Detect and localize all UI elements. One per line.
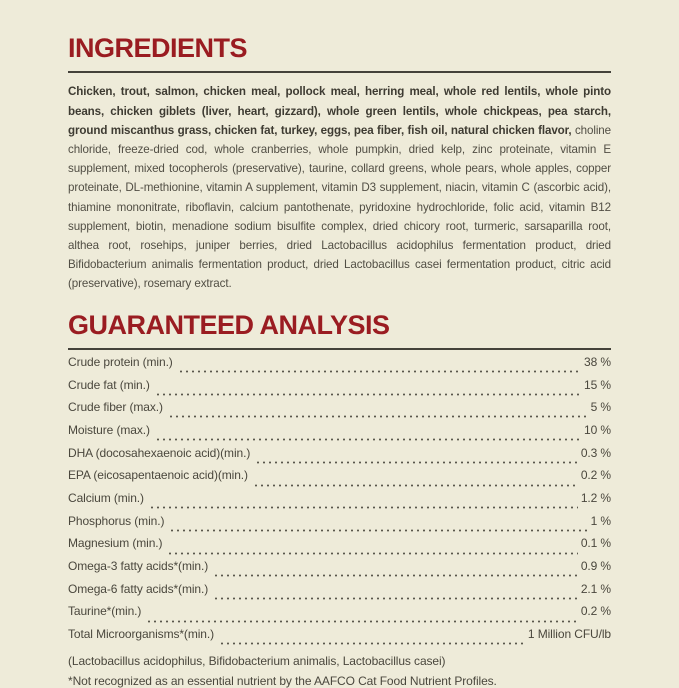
dot-leader [153,438,581,441]
analysis-row-value: 0.2 % [580,604,611,619]
probiotics-note: (Lactobacillus acidophilus, Bifidobacterium animalis, Lactobacillus casei) [68,654,446,669]
analysis-row-value: 0.1 % [580,536,611,551]
dot-leader [211,574,578,577]
analysis-row [68,491,611,514]
ingredients-title: INGREDIENTS [68,33,248,63]
analysis-row-value: 5 % [590,400,611,415]
analysis-row-label: Omega-3 fatty acids*(min.) [68,559,209,574]
dot-leader [176,370,581,373]
analysis-row-label: Omega-6 fatty acids*(min.) [68,581,209,596]
analysis-row-value: 1 Million CFU/lb [527,627,611,642]
dot-leader [167,529,587,532]
analysis-row-value: 0.9 % [580,559,611,574]
analysis-row-value: 0.2 % [580,468,611,483]
analysis-row [68,627,611,650]
analysis-row [68,514,611,537]
analysis-row [68,582,611,605]
guaranteed-analysis-divider [68,348,611,350]
analysis-row-label: Crude fiber (max.) [68,400,163,415]
aafco-footnote: *Not recognized as an essential nutrient by the AAFCO Cat Food Nutrient Profiles. [68,673,497,688]
dot-leader [153,393,581,396]
analysis-row-label: DHA (docosahexaenoic acid)(min.) [68,445,251,460]
analysis-row-label: Total Microorganisms*(min.) [68,627,214,642]
analysis-row-value: 1 % [590,513,611,528]
analysis-row [68,468,611,491]
dot-leader [211,597,578,600]
analysis-row-value: 10 % [584,422,611,437]
analysis-row-value: 0.3 % [580,445,611,460]
analysis-row-label: Crude protein (min.) [68,354,173,369]
analysis-row-label: Taurine*(min.) [68,604,142,619]
analysis-row [68,446,611,469]
analysis-row [68,400,611,423]
ingredients-paragraph [68,82,611,293]
analysis-row [68,378,611,401]
analysis-row-value: 1.2 % [580,491,611,506]
analysis-row-value: 2.1 % [580,581,611,596]
analysis-row-label: Magnesium (min.) [68,536,163,551]
analysis-row-value: 15 % [584,377,611,392]
ingredients-primary-list: Chicken, trout, salmon, chicken meal, pollock meal, herring meal, whole red lentils, whole pinto beans, chicken giblets (liver, heart, gizzard), whole green lentils, whole chickpeas, pea starch, ground miscanthus grass, chicken fat, turkey, eggs, pea fiber, fish oil, natural chicken flavor, [68,85,611,137]
dot-leader [147,506,578,509]
dot-leader [165,552,577,555]
guaranteed-analysis-title: GUARANTEED ANALYSIS [68,309,390,340]
ingredients-divider [68,71,611,73]
dot-leader [251,484,578,487]
analysis-row [68,604,611,627]
analysis-row-label: Moisture (max.) [68,422,150,437]
analysis-table [68,355,611,650]
dot-leader [253,461,578,464]
dot-leader [217,642,525,645]
analysis-row-label: Calcium (min.) [68,491,144,506]
dot-leader [144,620,578,623]
analysis-row [68,536,611,559]
analysis-row-label: EPA (eicosapentaenoic acid)(min.) [68,468,248,483]
analysis-row [68,423,611,446]
analysis-row [68,559,611,582]
analysis-row-label: Crude fat (min.) [68,377,150,392]
dot-leader [166,415,588,418]
analysis-row-value: 38 % [584,354,611,369]
ingredients-secondary-list: choline chloride, freeze-dried cod, whole cranberries, whole pumpkin, dried kelp, zinc proteinate, vitamin E supplement, mixed tocopherols (preservative), taurine, collard greens, whole pears, whole apples, copper proteinate, DL-methionine, vitamin A supplement, vitamin D3 supplement, niacin, vitamin C (ascorbic acid), thiamine mononitrate, riboflavin, calcium pantothenate, pyridoxine hydrochloride, folic acid, vitamin B12 supplement, biotin, menadione sodium bisulfite complex, dried chicory root, turmeric, sarsaparilla root, althea root, rosehips, juniper berries, dried Lactobacillus acidophilus fermentation product, dried Bifidobacterium animalis fermentation product, dried Lactobacillus casei fermentation product, citric acid (preservative), rosemary extract. [68,123,611,291]
analysis-row [68,355,611,378]
analysis-row-label: Phosphorus (min.) [68,513,165,528]
